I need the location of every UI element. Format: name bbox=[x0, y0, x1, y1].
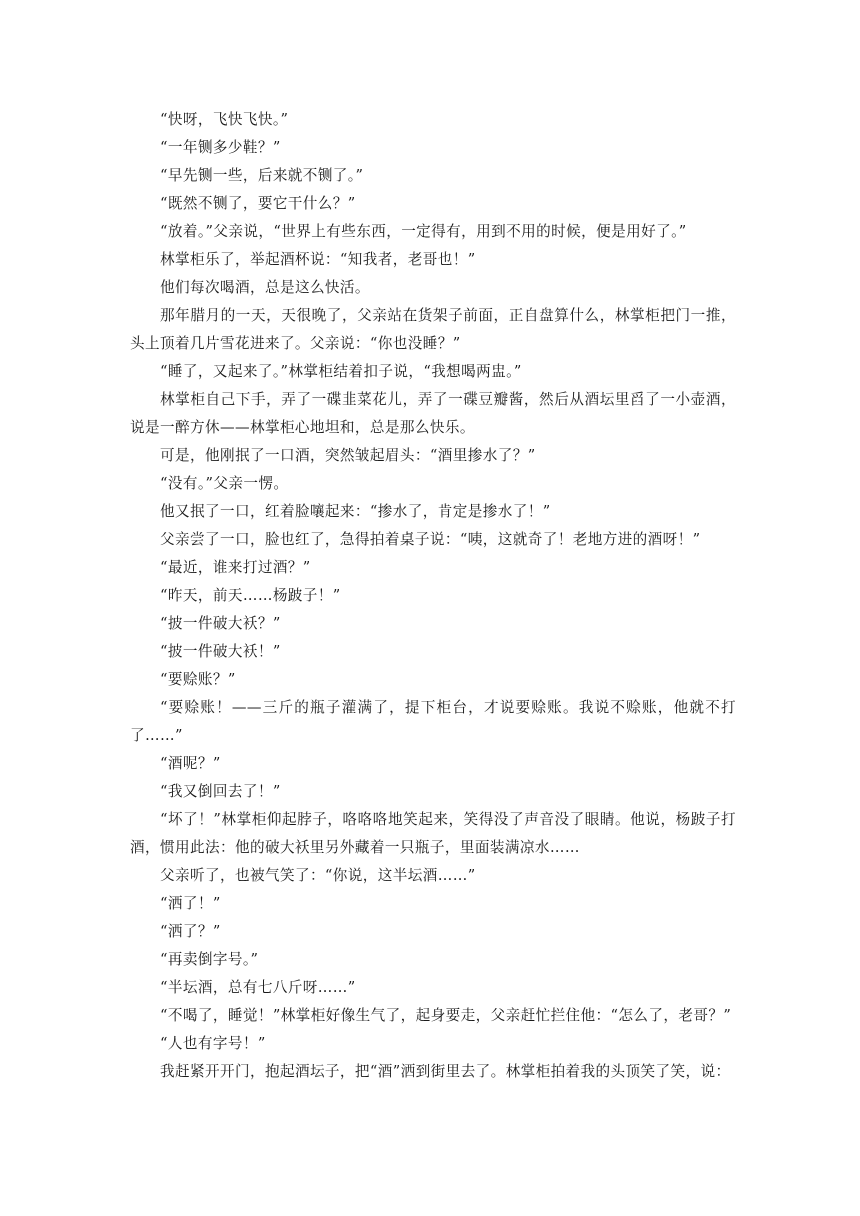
paragraph: “要赊账！——三斤的瓶子灌满了，提下柜台，才说要赊账。我说不赊账，他就不打了……” bbox=[130, 699, 736, 744]
paragraph: “一年铡多少鞋？” bbox=[160, 139, 281, 156]
paragraph: 他又抿了一口，红着脸嚷起来：“掺水了，肯定是掺水了！” bbox=[160, 503, 551, 520]
paragraph: “洒了！” bbox=[160, 895, 221, 912]
paragraph: “酒呢？” bbox=[160, 755, 221, 772]
paragraph: 那年腊月的一天，天很晚了，父亲站在货架子前面，正自盘算什么，林掌柜把门一推，头上顶着几片雪花进来了。父亲说：“你也没睡？” bbox=[130, 307, 736, 352]
paragraph: 父亲听了，也被气笑了：“你说，这半坛酒……” bbox=[160, 867, 476, 884]
paragraph: “没有。”父亲一愣。 bbox=[160, 475, 289, 492]
paragraph: “披一件破大袄！” bbox=[160, 643, 281, 660]
paragraph: “洒了？” bbox=[160, 923, 221, 940]
paragraph: “不喝了，睡觉！”林掌柜好像生气了，起身要走，父亲赶忙拦住他：“怎么了，老哥？” bbox=[160, 1007, 732, 1024]
paragraph: “我又倒回去了！” bbox=[160, 783, 281, 800]
paragraph: “再卖倒字号。” bbox=[160, 951, 259, 968]
paragraph: “昨天，前天……杨跛子！” bbox=[160, 587, 341, 604]
paragraph: “放着。”父亲说，“世界上有些东西，一定得有，用到不用的时候，便是用好了。” bbox=[160, 223, 687, 240]
paragraph: “坏了！”林掌柜仰起脖子，咯咯咯地笑起来，笑得没了声音没了眼睛。他说，杨跛子打酒，惯用此法：他的破大袄里另外藏着一只瓶子，里面装满凉水…… bbox=[130, 811, 736, 856]
paragraph: 父亲尝了一口，脸也红了，急得拍着桌子说：“咦，这就奇了！老地方进的酒呀！” bbox=[160, 531, 701, 548]
paragraph: “睡了，又起来了。”林掌柜结着扣子说，“我想喝两盅。” bbox=[160, 363, 522, 380]
paragraph: “披一件破大袄？” bbox=[160, 615, 281, 632]
paragraph: 可是，他刚抿了一口酒，突然皱起眉头：“酒里掺水了？” bbox=[160, 447, 536, 464]
paragraph: “早先铡一些，后来就不铡了。” bbox=[160, 167, 364, 184]
paragraph: 他们每次喝酒，总是这么快活。 bbox=[160, 279, 370, 296]
paragraph: 我赶紧开开门，抱起酒坛子，把“酒”洒到街里去了。林掌柜拍着我的头顶笑了笑，说： bbox=[160, 1063, 731, 1080]
paragraph: 林掌柜乐了，举起酒杯说：“知我者，老哥也！” bbox=[160, 251, 476, 268]
paragraph: “最近，谁来打过酒？” bbox=[160, 559, 311, 576]
paragraph: “快呀，飞快飞快。” bbox=[160, 111, 289, 128]
paragraph: “既然不铡了，要它干什么？” bbox=[160, 195, 356, 212]
paragraph: “半坛酒，总有七八斤呀……” bbox=[160, 979, 356, 996]
paragraph: “人也有字号！” bbox=[160, 1035, 266, 1052]
paragraph: 林掌柜自己下手，弄了一碟韭菜花儿，弄了一碟豆瓣酱，然后从酒坛里舀了一小壶酒，说是一醉方休——林掌柜心地坦和，总是那么快乐。 bbox=[130, 391, 736, 436]
story-text bbox=[130, 106, 736, 1086]
paragraph: “要赊账？” bbox=[160, 671, 236, 688]
